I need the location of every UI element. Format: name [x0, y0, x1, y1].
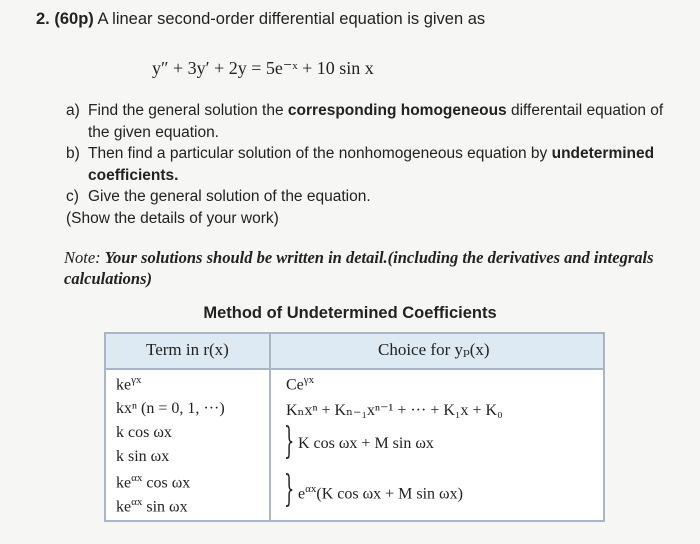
part-c — [66, 186, 688, 208]
term-cell: k sin ωx — [116, 448, 170, 465]
exponent: γx — [131, 374, 142, 386]
note-lead: Note: — [64, 248, 101, 267]
part-text: Find the general solution the — [88, 102, 288, 119]
choice-cell: $Ce^{\gamma x}$ — [286, 374, 315, 394]
part-a — [66, 100, 688, 143]
choice-cell: $e^{\alpha x}(K$ cos ωx + M sin ωx) — [298, 483, 463, 503]
exponent: γx — [303, 374, 315, 386]
part-label: c) — [66, 188, 79, 205]
term-cell: k cos ωx — [116, 424, 172, 441]
term-cell: $ke^{\alpha x}$ cos ωx — [116, 472, 191, 492]
exponent: αx — [305, 483, 317, 495]
exponent: αx — [131, 496, 143, 508]
term-cell: $ke^{\gamma x}$ — [116, 374, 142, 394]
note-text: Your solutions should be written in detail.(including the derivatives and integrals calculations) — [64, 248, 654, 288]
part-b — [66, 143, 688, 186]
part-bold-text: undetermined coefficients. — [88, 145, 655, 184]
note — [64, 247, 664, 289]
choice-cell: Kₙxⁿ + Kₙ₋₁xⁿ⁻¹ + ··· + K₁x + K₀ — [286, 402, 503, 419]
table-divider — [269, 334, 271, 520]
header-term: Term in r(x) — [146, 340, 229, 359]
question-parts — [66, 100, 688, 229]
part-label: b) — [66, 145, 80, 162]
question-header — [36, 10, 485, 29]
question-points: (60p) — [54, 10, 94, 28]
brace-symbol: } — [284, 421, 295, 462]
term-cell: $ke^{\alpha x}$ sin ωx — [116, 496, 188, 516]
choice-cell: K cos ωx + M sin ωx — [298, 435, 434, 452]
show-work-instruction: (Show the details of your work) — [66, 209, 279, 227]
header-choice: Choice for yₚ(x) — [378, 340, 490, 359]
question-intro: A linear second-order differential equation is given as — [97, 10, 486, 28]
table-title: Method of Undetermined Coefficients — [203, 304, 497, 322]
exponent: αx — [131, 472, 143, 484]
part-text-end: differentail equation of the given equation. — [88, 102, 664, 141]
term-cell: kxⁿ (n = 0, 1, ···) — [116, 400, 225, 417]
differential-equation: y″ + 3y′ + 2y = 5e⁻ˣ + 10 sin x — [152, 58, 374, 78]
part-bold-text: corresponding homogeneous — [287, 102, 507, 119]
part-text: Give the general solution of the equation. — [88, 188, 371, 205]
part-text: Then find a particular solution of the nonhomogeneous equation by — [88, 145, 552, 162]
part-label: a) — [66, 102, 80, 119]
question-number: 2. — [36, 10, 50, 28]
coefficients-table — [104, 332, 605, 522]
brace-symbol: } — [284, 469, 295, 510]
